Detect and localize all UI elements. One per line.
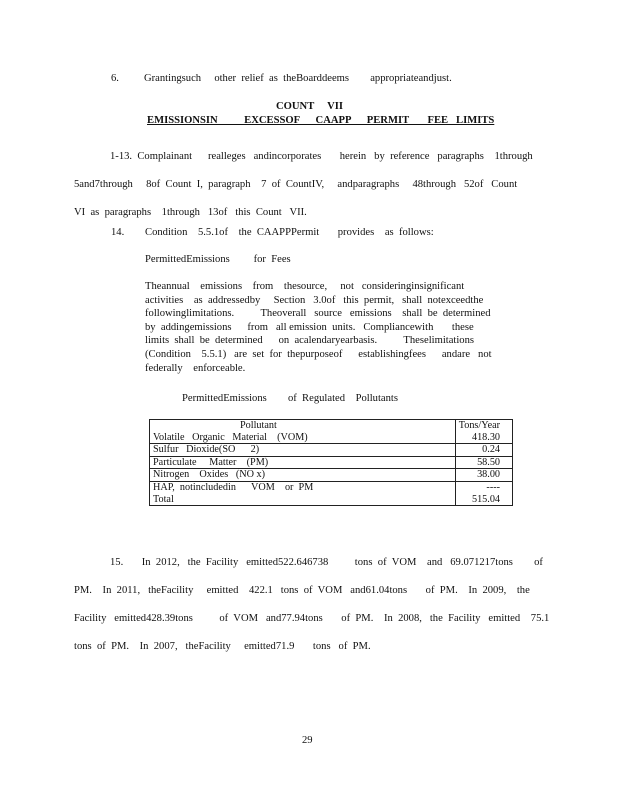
quote-line: (Condition 5.5.1) are set for thepurposeof establishingfees andare not	[145, 348, 492, 360]
table-row	[150, 469, 513, 482]
row-pollutant: Volatile Organic Material (VOM)	[150, 432, 456, 444]
quote-heading: PermittedEmissions for Fees	[145, 254, 291, 265]
quote-line: activities as addressedby Section 3.0of this permit, shall notexceedthe	[145, 294, 484, 306]
quote-line: Theannual emissions from thesource, not consideringinsignificant	[145, 281, 465, 292]
paragraph-line: 5and7through 8of Count I, paragraph 7 of CountIV, andparagraphs 48through 52of Count	[74, 179, 518, 190]
quote-line: followinglimitations. Theoverall source emissions shall be determined	[145, 308, 491, 320]
count-heading: COUNT VII	[276, 101, 344, 112]
paragraph-line: Facility emitted428.39tons of VOM and77.94tons of PM. In 2008, the Facility emitted 75.1	[74, 613, 550, 624]
row-pollutant: Particulate Matter (PM)	[150, 456, 456, 469]
row-value: 515.04	[455, 494, 512, 506]
paragraph-1-13	[74, 143, 533, 227]
paragraph-line: PM. In 2011, theFacility emitted 422.1 tons of VOM and61.04tons of PM. In 2009, the	[74, 585, 530, 596]
quote-line: by addingemissions from all emission units. Compliancewith these	[145, 321, 474, 333]
row-value: 418.30	[455, 432, 512, 444]
table-row	[150, 481, 513, 493]
table-row	[150, 444, 513, 457]
row-pollutant: Sulfur Dioxide(SO 2)	[150, 444, 456, 457]
emissions-table	[149, 419, 513, 506]
row-value: 0.24	[455, 444, 512, 457]
paragraph-15	[74, 549, 549, 661]
count-title: EMISSIONSIN EXCESSOF CAAPP PERMIT FEE LIMITS	[147, 115, 495, 126]
item-6-number: 6.	[111, 73, 119, 84]
table-row	[150, 456, 513, 469]
paragraph-line: VI as paragraphs 1through 13of this Count VII.	[74, 207, 307, 218]
quote-line: federally enforceable.	[145, 362, 246, 374]
table-header-row	[150, 420, 513, 432]
page-number: 29	[302, 735, 313, 746]
row-pollutant: HAP, notincludedin VOM or PM	[150, 481, 456, 493]
header-pollutant: Pollutant	[150, 420, 456, 432]
row-value: ----	[455, 481, 512, 493]
paragraph-line: tons of PM. In 2007, theFacility emitted71.9 tons of PM.	[74, 641, 371, 652]
row-value: 38.00	[455, 469, 512, 482]
quote-line: limits shall be determined on acalendaryearbasis. Theselimitations	[145, 335, 475, 347]
row-pollutant: Total	[150, 494, 456, 506]
table-row	[150, 494, 513, 506]
para-14-number: 14.	[111, 227, 125, 238]
paragraph-line: 15. In 2012, the Facility emitted522.646738 tons of VOM and 69.071217tons of	[110, 557, 543, 568]
table-row	[150, 432, 513, 444]
quote-block	[145, 280, 492, 375]
row-pollutant: Nitrogen Oxides (NO x)	[150, 469, 456, 482]
para-14-text: Condition 5.5.1of the CAAPPPermit provides as follows:	[145, 227, 434, 238]
table-caption: PermittedEmissions of Regulated Pollutants	[182, 393, 398, 404]
row-value: 58.50	[455, 456, 512, 469]
header-units: Tons/Year	[455, 420, 512, 432]
paragraph-line: 1-13. Complainant realleges andincorporates herein by reference paragraphs 1through	[110, 151, 533, 162]
item-6-text: Grantingsuch other relief as theBoarddeems appropriateandjust.	[144, 73, 452, 84]
